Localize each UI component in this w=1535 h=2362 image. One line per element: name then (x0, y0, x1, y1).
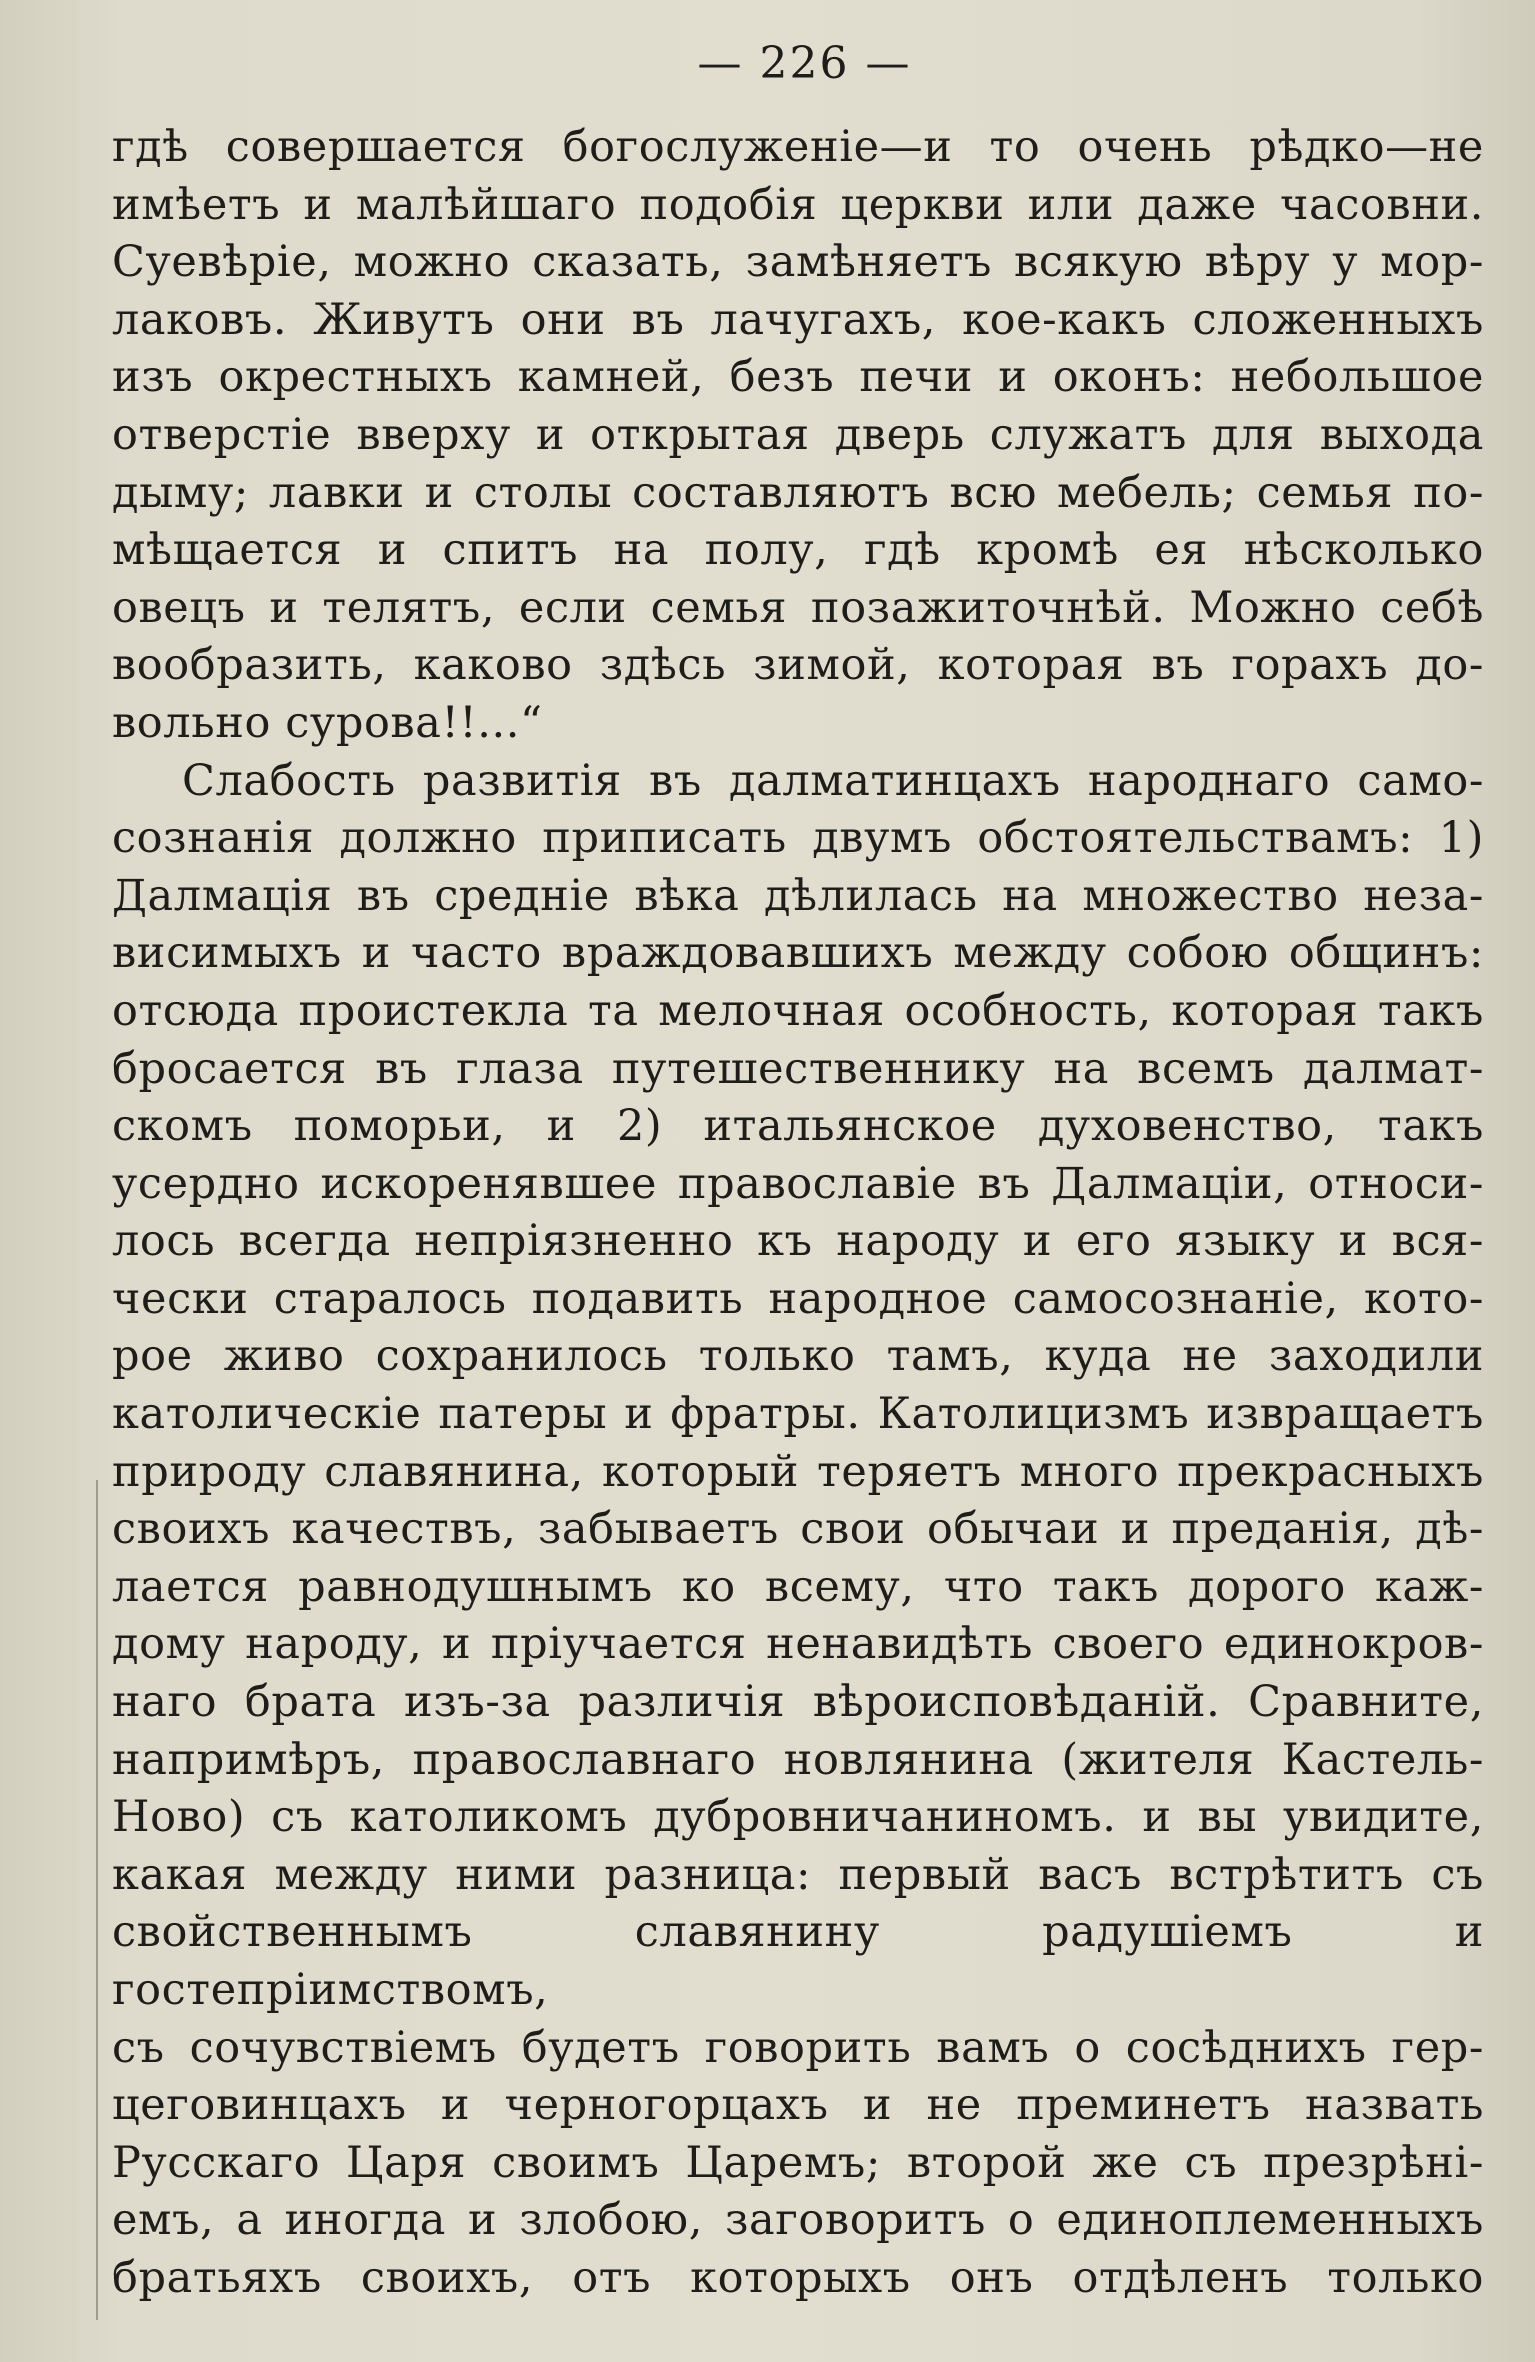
text-line: наго брата изъ-за различія вѣроисповѣданій. Сравните, (112, 1677, 1484, 1728)
margin-pencil-line (96, 1480, 98, 2320)
text-line: висимыхъ и часто враждовавшихъ между собою общинъ: (112, 928, 1484, 979)
text-line: Далмація въ средніе вѣка дѣлилась на множество неза- (112, 870, 1484, 921)
text-line: бросается въ глаза путешественнику на всемъ далмат- (112, 1043, 1484, 1094)
text-line: емъ, а иногда и злобою, заговоритъ о единоплеменныхъ (112, 2195, 1484, 2246)
text-line: лается равнодушнымъ ко всему, что такъ дорого каж- (112, 1561, 1484, 1612)
text-line: вообразить, каково здѣсь зимой, которая въ горахъ до- (112, 640, 1484, 691)
text-line: дыму; лавки и столы составляютъ всю мебель; семья по- (112, 467, 1484, 518)
page-number: — 226 — (697, 38, 912, 89)
text-line: братьяхъ своихъ, отъ которыхъ онъ отдѣленъ только (112, 2252, 1484, 2303)
text-line: природу славянина, который теряетъ много прекрасныхъ (112, 1446, 1484, 1497)
text-line: католическіе патеры и фратры. Католицизмъ извращаетъ (112, 1389, 1484, 1440)
text-line: Суевѣріе, можно сказать, замѣняетъ всякую вѣру у мор- (112, 237, 1484, 288)
text-line: какая между ними разница: первый васъ встрѣтитъ съ (112, 1849, 1484, 1900)
text-line: вольно сурова!!...“ (112, 697, 543, 748)
text-line: лаковъ. Живутъ они въ лачугахъ, кое-какъ сложенныхъ (112, 294, 1484, 345)
text-line: изъ окрестныхъ камней, безъ печи и оконъ: небольшое (112, 352, 1484, 403)
text-line: гдѣ совершается богослуженіе—и то очень рѣдко—не (112, 122, 1484, 172)
text-line: мѣщается и спитъ на полу, гдѣ кромѣ ея нѣсколько (112, 525, 1484, 576)
text-line: цеговинцахъ и черногорцахъ и не преминетъ назвать (112, 2080, 1484, 2131)
text-line: овецъ и телятъ, если семья позажиточнѣй. Можно себѣ (112, 582, 1484, 633)
text-line: своихъ качествъ, забываетъ свои обычаи и преданія, дѣ- (112, 1504, 1484, 1555)
text-line: Ново) съ католикомъ дубровничаниномъ. и вы увидите, (112, 1792, 1484, 1843)
text-line: свойственнымъ славянину радушіемъ и гостепріимствомъ, (112, 1907, 1484, 2015)
text-line: усердно искоренявшее православіе въ Далмаціи, относи- (112, 1158, 1484, 1209)
text-line: отсюда проистекла та мелочная особность, которая такъ (112, 985, 1484, 1036)
paragraph-first-line: Слабость развитія въ далматинцахъ народнаго само- (182, 755, 1484, 806)
text-line: напримѣръ, православнаго новлянина (жителя Кастель- (112, 1734, 1484, 1785)
text-line: имѣетъ и малѣйшаго подобія церкви или даже часовни. (112, 179, 1484, 230)
text-line: дому народу, и пріучается ненавидѣть своего единокров- (112, 1619, 1484, 1670)
body-text (112, 119, 1484, 2308)
text-line: рое живо сохранилось только тамъ, куда не заходили (112, 1331, 1484, 1382)
text-line: отверстіе вверху и открытая дверь служатъ для выхода (112, 409, 1484, 460)
text-line: лось всегда непріязненно къ народу и его языку и вся- (112, 1216, 1484, 1267)
text-line: сознанія должно приписать двумъ обстоятельствамъ: 1) (112, 813, 1484, 864)
text-line: съ сочувствіемъ будетъ говорить вамъ о сосѣднихъ гер- (112, 2022, 1484, 2073)
text-line: чески старалось подавить народное самосознаніе, кото- (112, 1273, 1484, 1324)
text-line: скомъ поморьи, и 2) итальянское духовенство, такъ (112, 1101, 1484, 1152)
text-line: Русскаго Царя своимъ Царемъ; второй же съ презрѣні- (112, 2137, 1484, 2188)
